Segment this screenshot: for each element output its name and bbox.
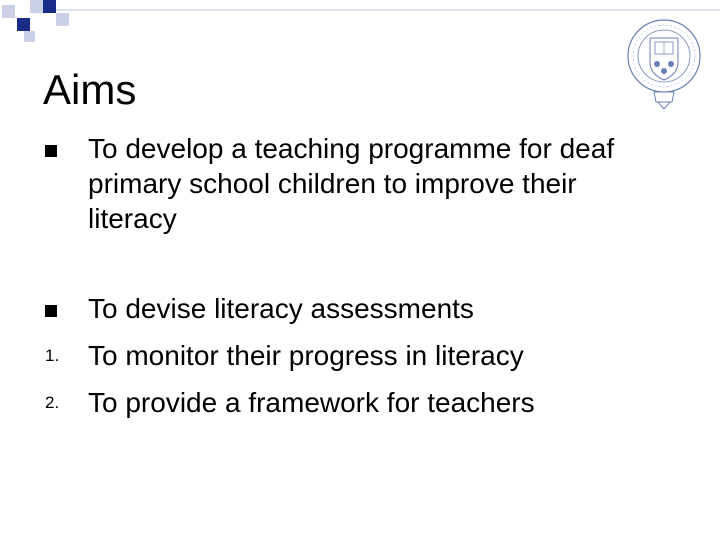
header-decoration bbox=[0, 0, 720, 50]
university-crest-icon bbox=[624, 14, 704, 114]
square-bullet-icon bbox=[45, 145, 57, 157]
list-item-text: To provide a framework for teachers bbox=[88, 387, 535, 418]
slide-title: Aims bbox=[43, 66, 137, 113]
list-number: 2. bbox=[45, 393, 60, 412]
list-item-text: To develop a teaching programme for deaf primary school children to improve their literacy bbox=[88, 133, 615, 234]
list-number: 1. bbox=[45, 346, 60, 365]
list-item-text: To monitor their progress in literacy bbox=[88, 340, 524, 371]
square-bullet-icon bbox=[45, 305, 57, 317]
list-item-text: To devise literacy assessments bbox=[88, 293, 474, 324]
